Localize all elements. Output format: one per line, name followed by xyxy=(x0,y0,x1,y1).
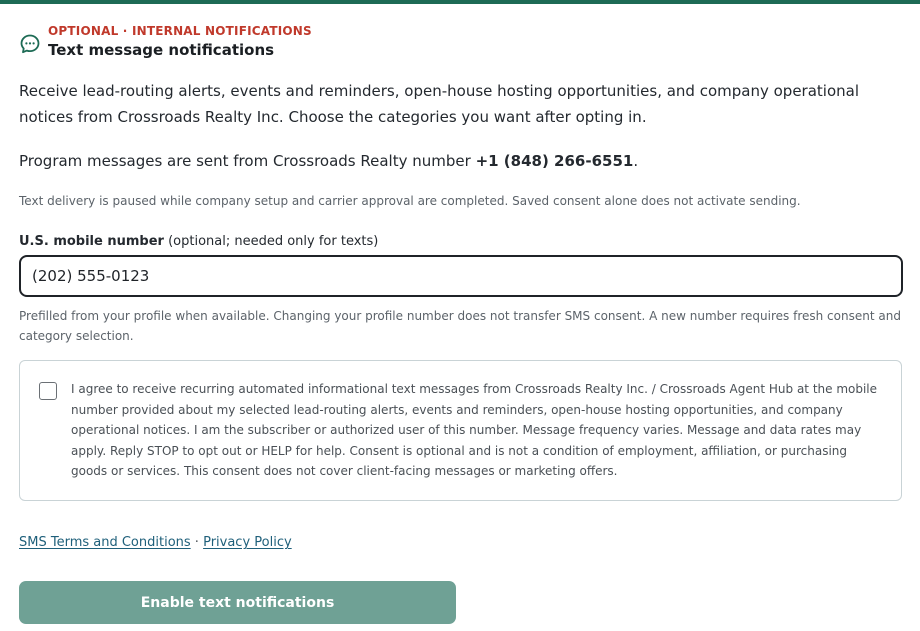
section-title: Text message notifications xyxy=(48,41,275,59)
sms-terms-link[interactable]: SMS Terms and Conditions xyxy=(19,535,191,550)
program-suffix: . xyxy=(633,152,639,170)
links-separator: · xyxy=(190,535,204,550)
mobile-label-hint: (optional; needed only for texts) xyxy=(163,234,379,249)
consent-checkbox[interactable] xyxy=(39,382,57,400)
consent-panel xyxy=(19,360,902,501)
program-phone-number: +1 (848) 266-6551 xyxy=(475,152,634,170)
intro-text: Receive lead-routing alerts, events and reminders, open-house hosting opportunities, and company operational notices from Crossroads Realty Inc. Choose the categories you want after opting in. xyxy=(19,82,859,126)
delivery-paused-note: Text delivery is paused while company setup and carrier approval are completed. Saved consent alone does not activate sending. xyxy=(19,194,801,208)
chat-bubble-icon xyxy=(19,33,41,55)
section-header xyxy=(19,24,312,59)
consent-text: I agree to receive recurring automated informational text messages from Crossroads Realty Inc. / Crossroads Agent Hub at the mobile number provided about my selected lead-routing alerts, events and reminders, open-house hosting opportunities, and company operational notices. I am the subscriber or authorized user of this number. Message frequency varies. Message and data rates may apply. Reply STOP to opt out or HELP for help. Consent is optional and is not a condition of employment, affiliation, or purchasing goods or services. This consent does not cover client-facing messages or marketing offers. xyxy=(71,382,878,478)
program-number-text xyxy=(19,148,901,174)
section-eyebrow: OPTIONAL · INTERNAL NOTIFICATIONS xyxy=(48,24,312,38)
header-text xyxy=(48,24,312,59)
mobile-number-input[interactable] xyxy=(19,255,903,297)
mobile-number-label xyxy=(19,233,378,251)
enable-text-notifications-button[interactable]: Enable text notifications xyxy=(19,581,456,624)
sms-notifications-card xyxy=(0,4,920,631)
mobile-number-help: Prefilled from your profile when available. Changing your profile number does not transfer SMS consent. A new number requires fresh consent and category selection. xyxy=(19,309,901,343)
legal-links xyxy=(19,534,292,552)
program-prefix: Program messages are sent from Crossroads Realty number xyxy=(19,152,476,170)
mobile-label-strong: U.S. mobile number xyxy=(19,234,164,249)
privacy-policy-link[interactable]: Privacy Policy xyxy=(203,535,292,550)
